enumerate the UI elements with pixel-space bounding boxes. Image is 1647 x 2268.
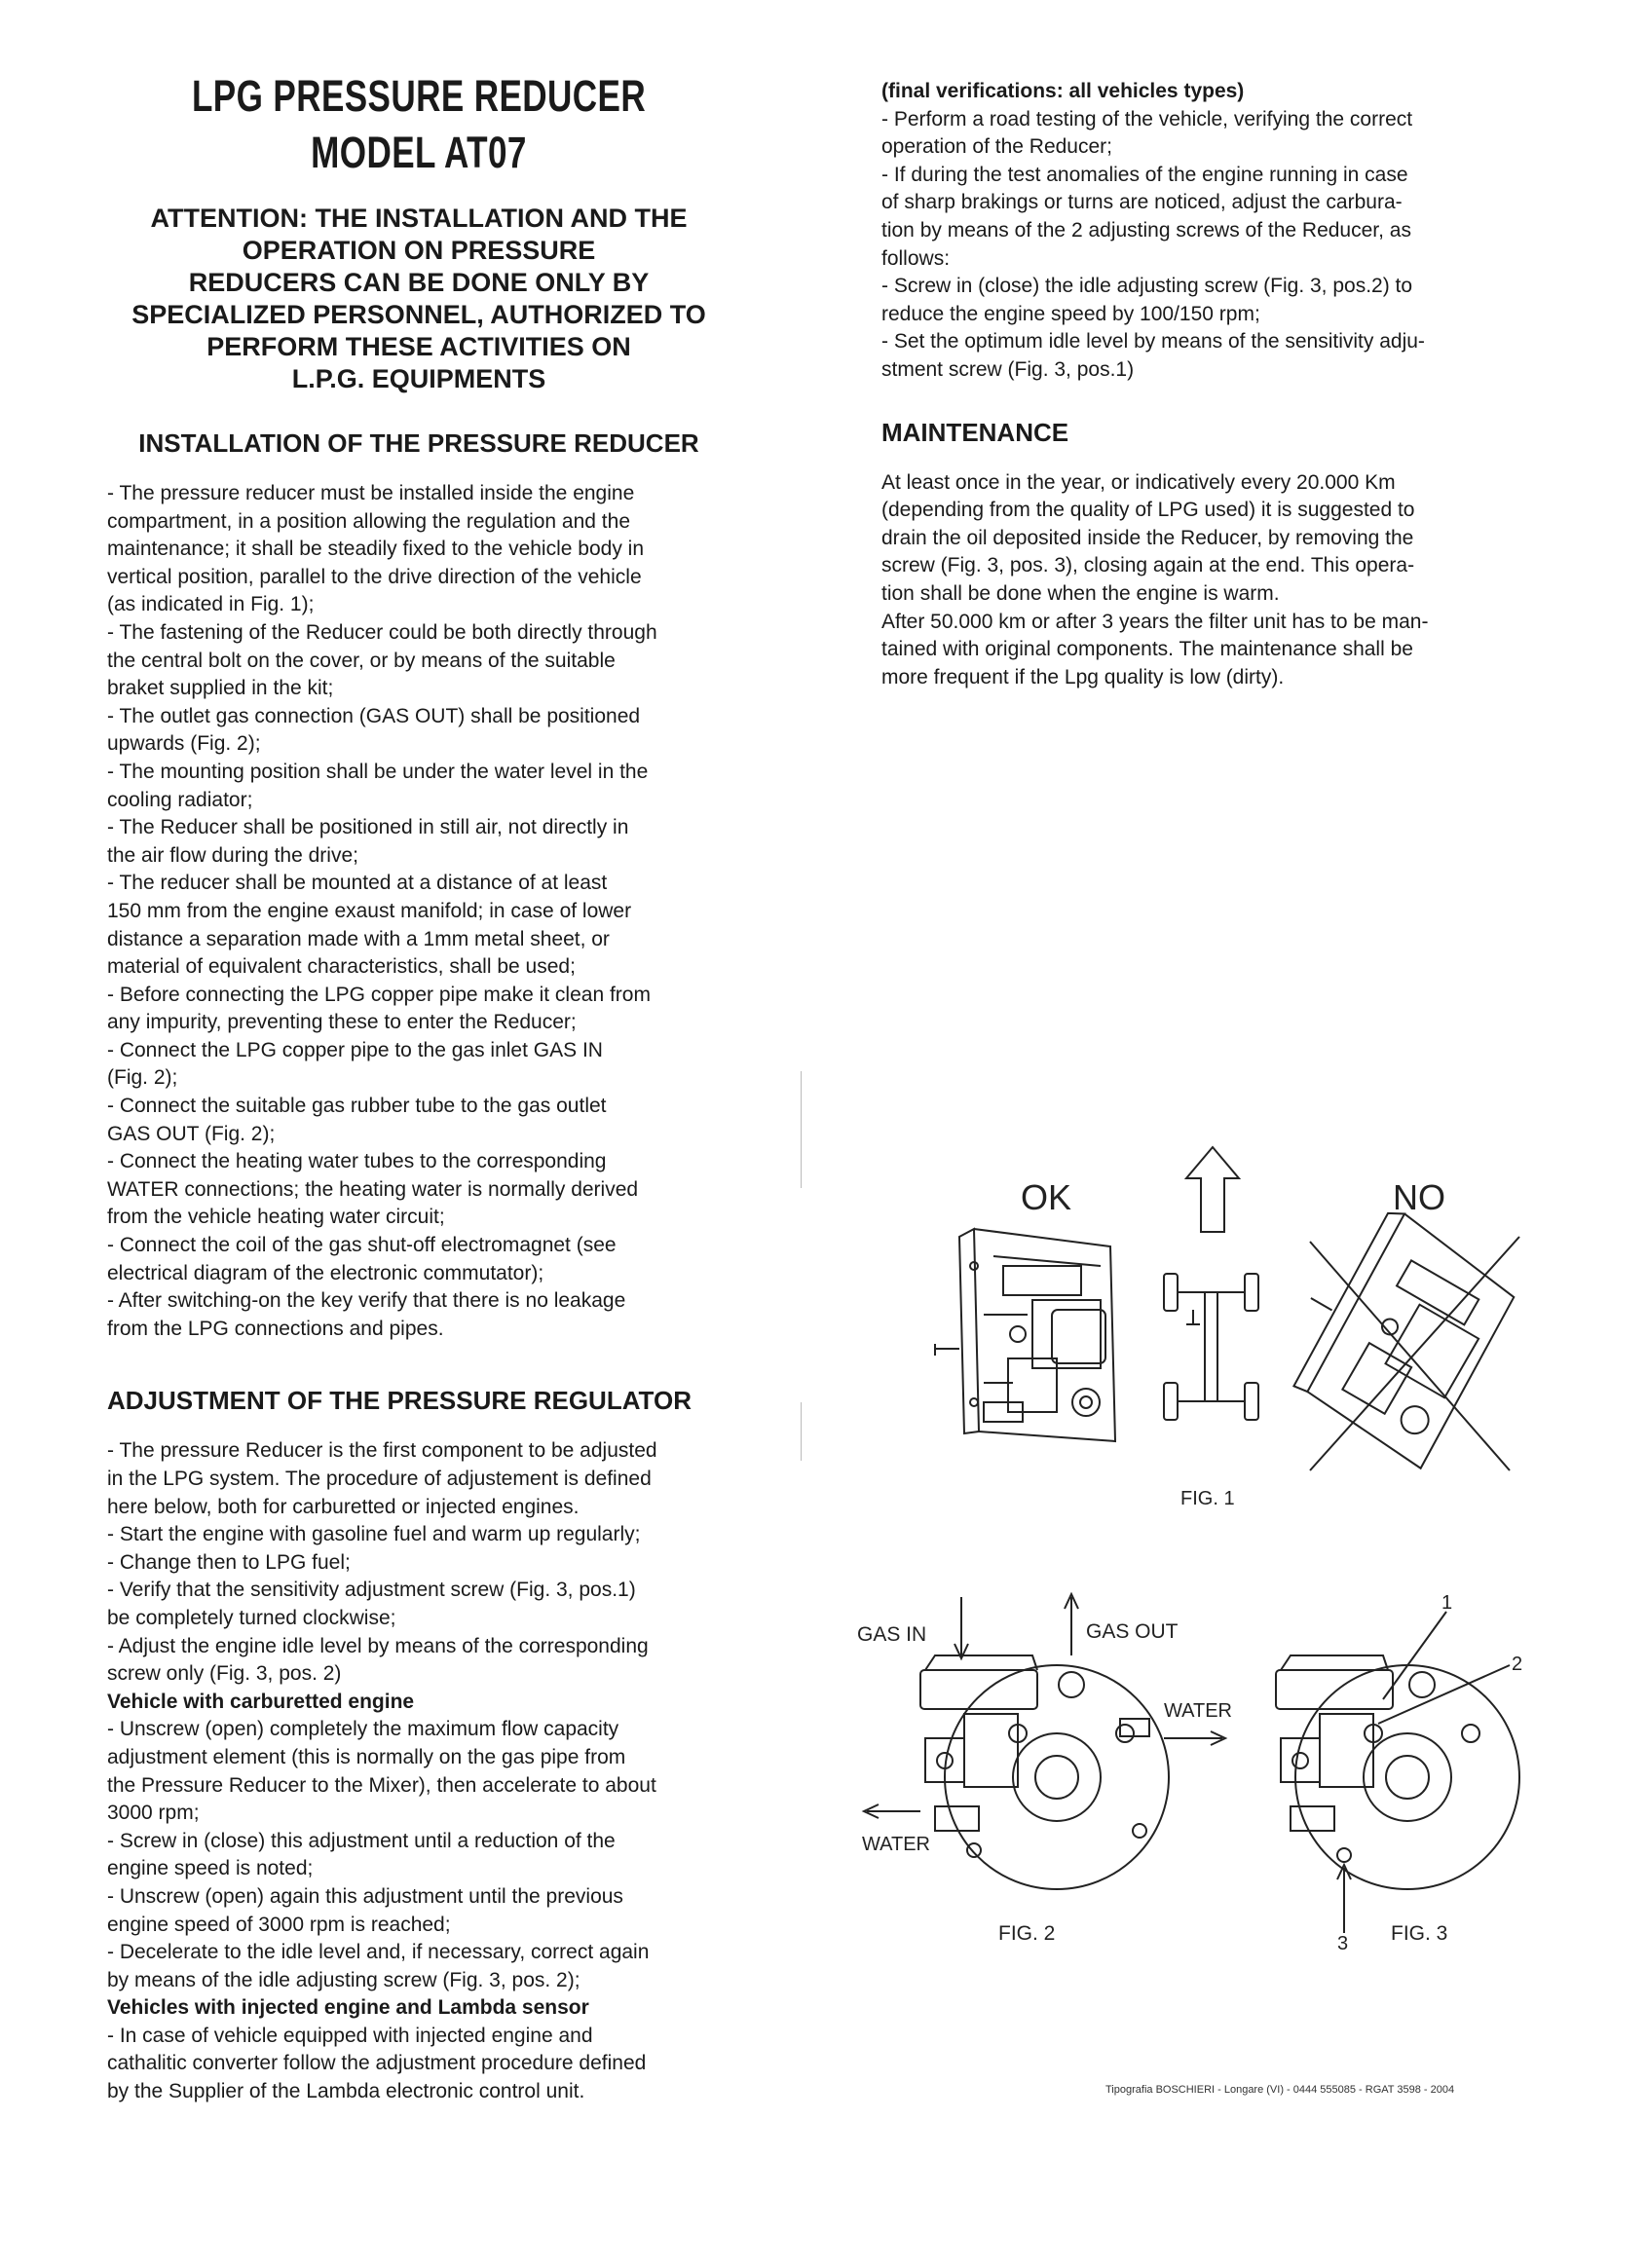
carburetted-engine-subheading: Vehicle with carburetted engine xyxy=(107,1690,415,1713)
fig1-cross-line xyxy=(1310,1237,1519,1470)
attention-line: ATTENTION: THE INSTALLATION AND THE xyxy=(150,204,688,233)
text-line: more frequent if the Lpg quality is low (dirty). xyxy=(881,665,1285,688)
text-line: the central bolt on the cover, or by means of the suitable xyxy=(107,649,616,672)
fig3-caption: FIG. 3 xyxy=(1391,1922,1448,1945)
text-line: follows: xyxy=(881,246,951,270)
attention-line: REDUCERS CAN BE DONE ONLY BY xyxy=(188,268,650,297)
fig1-vehicle-chassis-drawing xyxy=(1164,1147,1258,1420)
pos3-label: 3 xyxy=(1337,1933,1349,1954)
text-line: After 50.000 km or after 3 years the filter unit has to be man- xyxy=(881,610,1429,633)
text-line: - The Reducer shall be positioned in still air, not directly in xyxy=(107,816,629,839)
fig3-reducer-drawing xyxy=(1276,1655,1519,1889)
text-line: 150 mm from the engine exaust manifold; in case of lower xyxy=(107,899,632,922)
text-line: from the vehicle heating water circuit; xyxy=(107,1206,445,1229)
title-line-2: MODEL AT07 xyxy=(311,128,527,177)
text-line: engine speed of 3000 rpm is reached; xyxy=(107,1913,451,1936)
text-line: (Fig. 2); xyxy=(107,1066,178,1090)
text-line: - Set the optimum idle level by means of the sensitivity adju- xyxy=(881,330,1425,353)
ok-label: OK xyxy=(1021,1177,1072,1217)
text-line: At least once in the year, or indicatively every 20.000 Km xyxy=(881,470,1396,494)
text-line: - Start the engine with gasoline fuel and warm up regularly; xyxy=(107,1523,641,1546)
pos3-arrow xyxy=(1337,1865,1351,1933)
water-right-label: WATER xyxy=(1164,1700,1232,1722)
text-line: screw (Fig. 3, pos. 3), closing again at the end. This opera- xyxy=(881,554,1415,577)
text-line: drain the oil deposited inside the Reducer, by removing the xyxy=(881,526,1414,549)
text-line: - Connect the heating water tubes to the corresponding xyxy=(107,1150,607,1173)
text-line: - Screw in (close) this adjustment until a reduction of the xyxy=(107,1829,616,1852)
text-line: - Before connecting the LPG copper pipe make it clean from xyxy=(107,983,651,1006)
text-line: operation of the Reducer; xyxy=(881,135,1112,159)
text-line: in the LPG system. The procedure of adjustement is defined xyxy=(107,1468,652,1490)
text-line: vertical position, parallel to the drive direction of the vehicle xyxy=(107,565,642,588)
water-out-arrow xyxy=(1164,1731,1225,1745)
fig2-reducer-drawing xyxy=(920,1655,1169,1889)
text-line: - The mounting position shall be under the water level in the xyxy=(107,760,649,783)
text-line: from the LPG connections and pipes. xyxy=(107,1317,444,1340)
text-line: of sharp brakings or turns are noticed, adjust the carbura- xyxy=(881,191,1403,214)
attention-line: OPERATION ON PRESSURE xyxy=(242,236,596,265)
text-line: reduce the engine speed by 100/150 rpm; xyxy=(881,302,1260,325)
text-line: by means of the idle adjusting screw (Fig. 3, pos. 2); xyxy=(107,1968,580,1991)
text-line: distance a separation made with a 1mm metal sheet, or xyxy=(107,927,610,950)
gas-out-arrow xyxy=(1065,1594,1078,1655)
text-line: compartment, in a position allowing the regulation and the xyxy=(107,509,630,533)
fig1-caption: FIG. 1 xyxy=(1180,1488,1235,1509)
text-line: engine speed is noted; xyxy=(107,1857,314,1880)
fig1-reducer-no-drawing xyxy=(1264,1194,1526,1468)
text-line: - Connect the suitable gas rubber tube to the gas outlet xyxy=(107,1095,607,1118)
pos1-label: 1 xyxy=(1441,1592,1453,1614)
text-line: (as indicated in Fig. 1); xyxy=(107,593,315,616)
text-line: - The outlet gas connection (GAS OUT) shall be positioned xyxy=(107,704,641,727)
water-in-arrow xyxy=(864,1804,920,1818)
text-line: maintenance; it shall be steadily fixed to the vehicle body in xyxy=(107,538,644,561)
text-line: - Decelerate to the idle level and, if necessary, correct again xyxy=(107,1941,650,1964)
text-line: - Unscrew (open) again this adjustment until the previous xyxy=(107,1884,623,1908)
pos1-leader-line xyxy=(1383,1612,1446,1699)
text-line: - If during the test anomalies of the engine running in case xyxy=(881,163,1408,186)
text-line: upwards (Fig. 2); xyxy=(107,732,261,756)
text-line: electrical diagram of the electronic commutator); xyxy=(107,1261,544,1284)
adjustment-heading: ADJUSTMENT OF THE PRESSURE REGULATOR xyxy=(107,1386,692,1416)
text-line: - In case of vehicle equipped with injected engine and xyxy=(107,2024,593,2047)
text-line: - Screw in (close) the idle adjusting screw (Fig. 3, pos.2) to xyxy=(881,275,1413,298)
pos2-label: 2 xyxy=(1512,1654,1523,1675)
printer-footer: Tipografia BOSCHIERI - Longare (VI) - 0444 555085 - RGAT 3598 - 2004 xyxy=(1105,2084,1455,2096)
maintenance-heading: MAINTENANCE xyxy=(881,417,1069,447)
text-line: - After switching-on the key verify that there is no leakage xyxy=(107,1289,626,1313)
text-line: WATER connections; the heating water is normally derived xyxy=(107,1177,639,1201)
text-line: - Perform a road testing of the vehicle, verifying the correct xyxy=(881,107,1413,130)
no-label: NO xyxy=(1393,1177,1445,1217)
text-line: the Pressure Reducer to the Mixer), then accelerate to about xyxy=(107,1773,656,1797)
gas-out-label: GAS OUT xyxy=(1086,1620,1179,1643)
text-line: - The pressure Reducer is the first component to be adjusted xyxy=(107,1439,657,1463)
gas-in-arrow xyxy=(955,1597,968,1658)
text-line: - Change then to LPG fuel; xyxy=(107,1550,351,1574)
injected-engine-subheading: Vehicles with injected engine and Lambda sensor xyxy=(107,1996,589,2020)
final-heading: (final verifications: all vehicles types) xyxy=(881,80,1245,102)
text-line: adjustment element (this is normally on the gas pipe from xyxy=(107,1745,626,1768)
water-left-label: WATER xyxy=(862,1834,930,1855)
attention-line: SPECIALIZED PERSONNEL, AUTHORIZED TO xyxy=(131,300,706,329)
text-line: cooling radiator; xyxy=(107,788,253,811)
text-line: be completely turned clockwise; xyxy=(107,1606,396,1629)
fig1-reducer-ok-drawing xyxy=(935,1229,1115,1441)
text-line: (depending from the quality of LPG used) it is suggested to xyxy=(881,499,1415,522)
text-line: tion shall be done when the engine is warm. xyxy=(881,581,1280,605)
text-line: material of equivalent characteristics, shall be used; xyxy=(107,955,576,979)
text-line: any impurity, preventing these to enter the Reducer; xyxy=(107,1011,577,1034)
text-line: by the Supplier of the Lambda electronic control unit. xyxy=(107,2080,585,2103)
fig2-caption: FIG. 2 xyxy=(998,1922,1056,1945)
text-line: - Verify that the sensitivity adjustment screw (Fig. 3, pos.1) xyxy=(107,1579,636,1602)
text-line: - The pressure reducer must be installed inside the engine xyxy=(107,482,635,504)
installation-heading: INSTALLATION OF THE PRESSURE REDUCER xyxy=(138,428,699,458)
text-line: braket supplied in the kit; xyxy=(107,677,334,700)
text-line: tained with original components. The maintenance shall be xyxy=(881,638,1413,661)
text-line: - Unscrew (open) completely the maximum flow capacity xyxy=(107,1718,619,1741)
title-line-1: LPG PRESSURE REDUCER xyxy=(191,71,647,121)
text-line: - Connect the coil of the gas shut-off electromagnet (see xyxy=(107,1234,617,1257)
text-line: GAS OUT (Fig. 2); xyxy=(107,1122,276,1145)
text-line: - Adjust the engine idle level by means of the corresponding xyxy=(107,1634,649,1657)
text-line: - Connect the LPG copper pipe to the gas inlet GAS IN xyxy=(107,1038,603,1061)
pos2-leader-line xyxy=(1378,1665,1510,1724)
gas-in-label: GAS IN xyxy=(857,1623,927,1646)
text-line: 3000 rpm; xyxy=(107,1802,200,1825)
text-line: stment screw (Fig. 3, pos.1) xyxy=(881,357,1135,381)
text-line: cathalitic converter follow the adjustment procedure defined xyxy=(107,2052,647,2075)
text-line: screw only (Fig. 3, pos. 2) xyxy=(107,1662,342,1686)
attention-line: L.P.G. EQUIPMENTS xyxy=(291,364,546,393)
text-line: the air flow during the drive; xyxy=(107,843,358,867)
attention-line: PERFORM THESE ACTIVITIES ON xyxy=(206,332,631,361)
text-line: - The fastening of the Reducer could be both directly through xyxy=(107,620,657,644)
text-line: - The reducer shall be mounted at a distance of at least xyxy=(107,872,608,895)
text-line: tion by means of the 2 adjusting screws of the Reducer, as xyxy=(881,218,1411,242)
text-line: here below, both for carburetted or injected engines. xyxy=(107,1495,580,1518)
